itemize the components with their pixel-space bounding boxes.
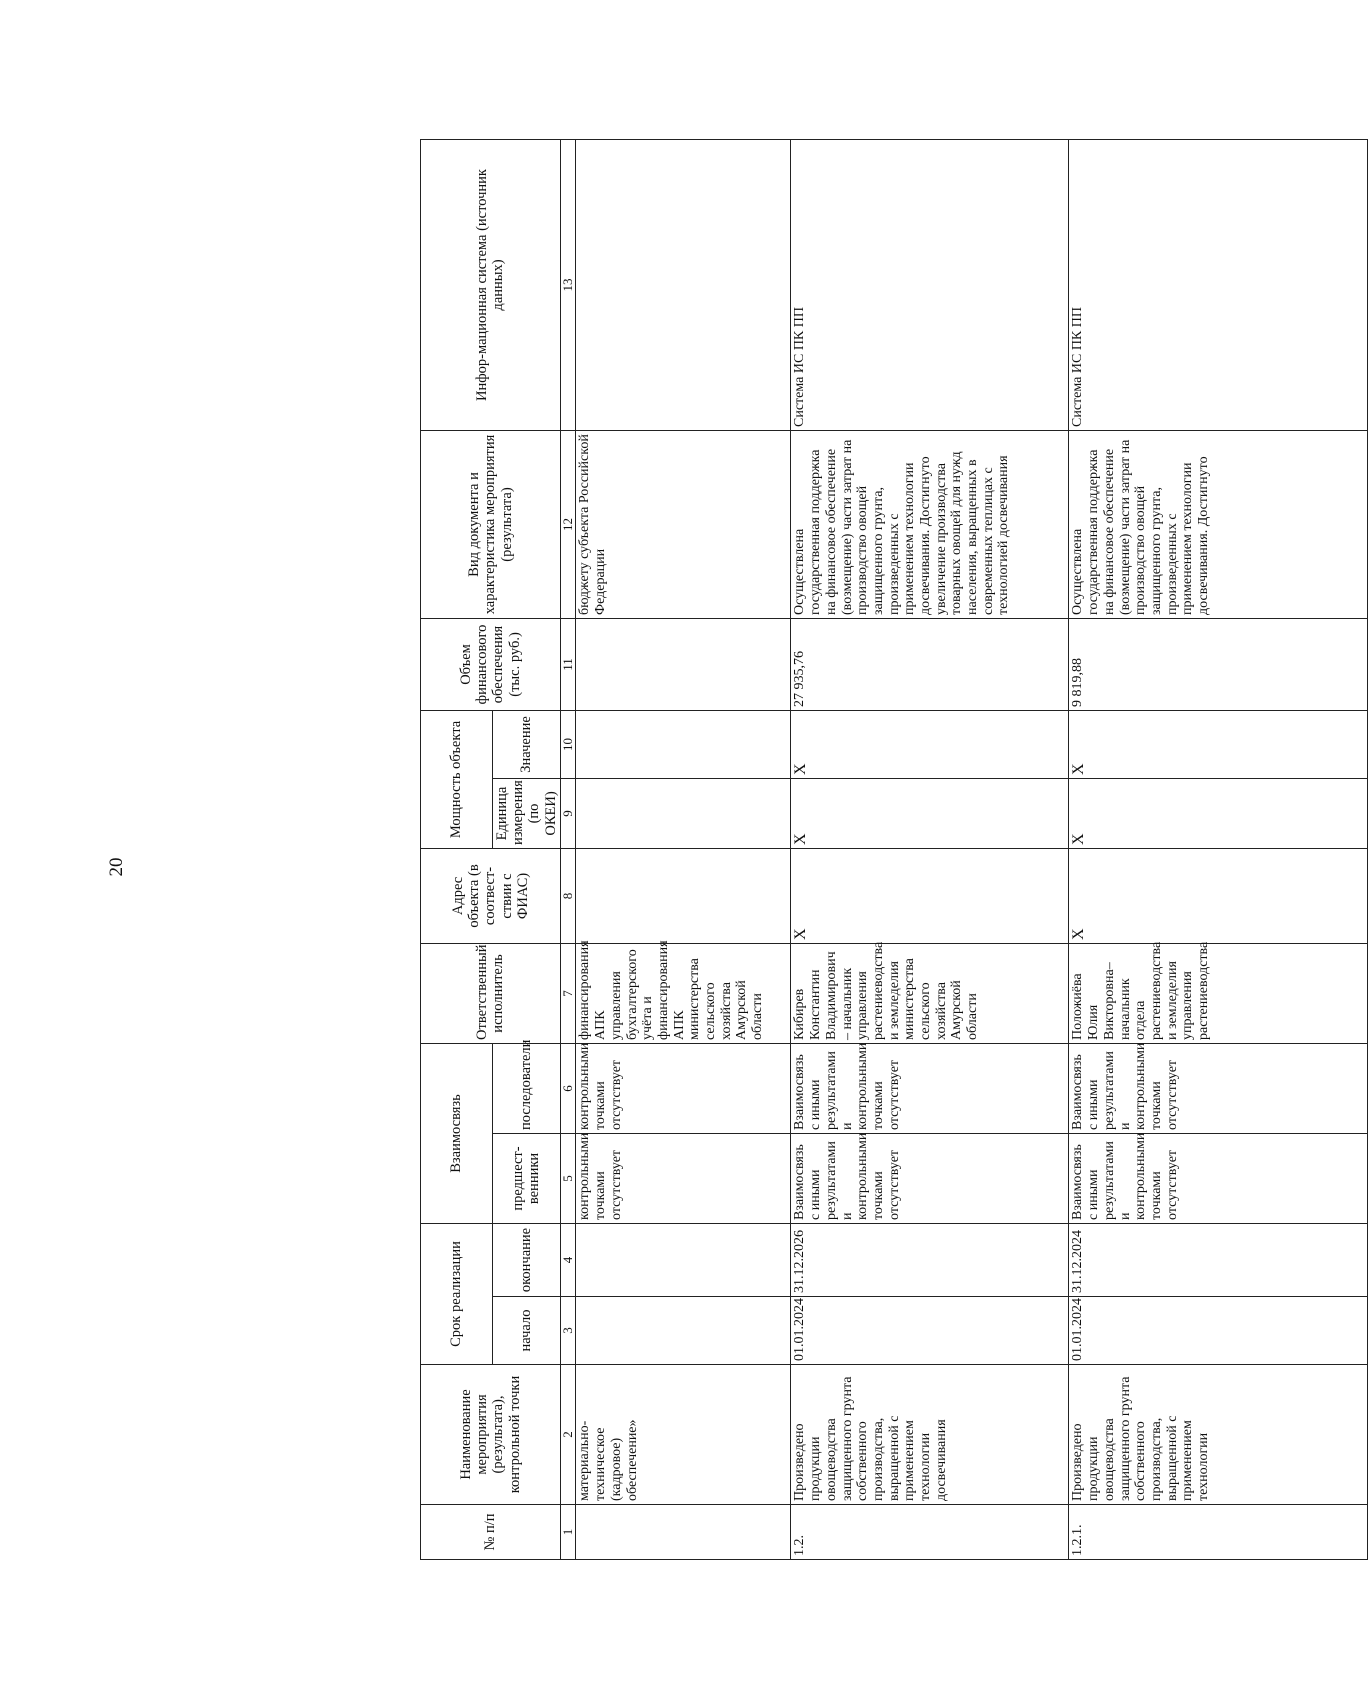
row-address bbox=[576, 848, 791, 943]
row-financing: 9 819,88 bbox=[1069, 618, 1368, 710]
column-number: 9 bbox=[560, 778, 576, 848]
header-unit: Единица измерения (по ОКЕИ) bbox=[493, 778, 561, 848]
header-value: Значение bbox=[493, 710, 561, 778]
row-value bbox=[576, 710, 791, 778]
header-period: Срок реализации bbox=[421, 1224, 493, 1365]
header-responsible: Ответственный исполнитель bbox=[421, 943, 561, 1043]
column-number: 4 bbox=[560, 1224, 576, 1297]
row-predecessors: контрольными точками отсутствует bbox=[576, 1134, 791, 1224]
column-number: 3 bbox=[560, 1297, 576, 1365]
row-start: 01.01.2024 bbox=[1069, 1297, 1368, 1365]
row-unit bbox=[576, 778, 791, 848]
column-number: 2 bbox=[560, 1365, 576, 1505]
row-unit: Х bbox=[1069, 778, 1368, 848]
row-predecessors: Взаимосвязь с иными результатами и контрольными точками отсутствует bbox=[1069, 1134, 1368, 1224]
row-responsible: Кибирев Константин Владимирович – начальник управления растениеводства и земледелия министерства сельского хозяйства Амурской области bbox=[791, 943, 1069, 1043]
column-number: 12 bbox=[560, 430, 576, 618]
header-link: Взаимосвязь bbox=[421, 1043, 493, 1223]
header-info-system: Инфор-мационная система (источник данных) bbox=[421, 139, 561, 430]
row-successors: Взаимосвязь с иными результатами и контрольными точками отсутствует bbox=[1069, 1043, 1368, 1133]
table-row bbox=[1069, 139, 1368, 1559]
row-start bbox=[576, 1297, 791, 1365]
table-row bbox=[791, 139, 1069, 1559]
row-num: 1.2.1. bbox=[1069, 1505, 1368, 1560]
page-number: 20 bbox=[106, 857, 127, 877]
row-info-system: Система ИС ПК ПП bbox=[791, 139, 1069, 430]
column-number: 10 bbox=[560, 710, 576, 778]
column-number: 11 bbox=[560, 618, 576, 710]
column-number: 1 bbox=[560, 1505, 576, 1560]
header-row-1 bbox=[421, 139, 493, 1559]
control-points-table bbox=[420, 139, 1368, 1560]
header-num: № п/п bbox=[421, 1505, 561, 1560]
row-address: Х bbox=[1069, 848, 1368, 943]
row-responsible: финансирования АПК управления бухгалтерского учёта и финансирования АПК министерства сельского хозяйства Амурской области bbox=[576, 943, 791, 1043]
row-start: 01.01.2024 bbox=[791, 1297, 1069, 1365]
header-financing: Объем финансового обеспечения (тыс. руб.) bbox=[421, 618, 561, 710]
row-end: 31.12.2024 bbox=[1069, 1224, 1368, 1297]
row-financing: 27 935,76 bbox=[791, 618, 1069, 710]
header-end: окончание bbox=[493, 1224, 561, 1297]
row-value: Х bbox=[791, 710, 1069, 778]
table-row bbox=[576, 139, 791, 1559]
row-predecessors: Взаимосвязь с иными результатами и контрольными точками отсутствует bbox=[791, 1134, 1069, 1224]
header-predecessors: предшест-венники bbox=[493, 1134, 561, 1224]
rotated-table-sheet bbox=[420, 140, 1360, 1560]
row-document: Осуществлена государственная поддержка на финансовое обеспечение (возмещение) части затрат на производство овощей защищенного грунта, произведенных с применением технологии досвечивания. Достигнуто увеличение производства товарных овощей для нужд населения, выращенных в современных теплицах с технологией досвечивания bbox=[791, 430, 1069, 618]
row-name: материально-техническое (кадровое) обеспечение» bbox=[576, 1365, 791, 1505]
row-info-system bbox=[576, 139, 791, 430]
row-name: Произведено продукции овощеводства защищенного грунта собственного производства, выращенной с применением технологии досвечивания bbox=[791, 1365, 1069, 1505]
header-successors: последователи bbox=[493, 1043, 561, 1133]
column-number-row bbox=[560, 139, 576, 1559]
row-end bbox=[576, 1224, 791, 1297]
row-address: Х bbox=[791, 848, 1069, 943]
column-number: 7 bbox=[560, 943, 576, 1043]
row-num: 1.2. bbox=[791, 1505, 1069, 1560]
column-number: 8 bbox=[560, 848, 576, 943]
row-unit: Х bbox=[791, 778, 1069, 848]
column-number: 5 bbox=[560, 1134, 576, 1224]
column-number: 13 bbox=[560, 139, 576, 430]
row-info-system: Система ИС ПК ПП bbox=[1069, 139, 1368, 430]
row-num bbox=[576, 1505, 791, 1560]
row-successors: Взаимосвязь с иными результатами и контрольными точками отсутствует bbox=[791, 1043, 1069, 1133]
row-financing bbox=[576, 618, 791, 710]
header-address: Адрес объекта (в соотвест-ствии с ФИАС) bbox=[421, 848, 561, 943]
header-start: начало bbox=[493, 1297, 561, 1365]
row-document: Осуществлена государственная поддержка на финансовое обеспечение (возмещение) части затрат на производство овощей защищенного грунта, произведенных с применением технологии досвечивания. Достигнуто bbox=[1069, 430, 1368, 618]
row-successors: контрольными точками отсутствует bbox=[576, 1043, 791, 1133]
header-document: Вид документа и характеристика мероприятия (результата) bbox=[421, 430, 561, 618]
row-value: Х bbox=[1069, 710, 1368, 778]
row-end: 31.12.2026 bbox=[791, 1224, 1069, 1297]
header-capacity: Мощность объекта bbox=[421, 710, 493, 848]
row-responsible: Положиёва Юлия Викторовна– начальник отдела растениеводства и земледелия управления растениеводства bbox=[1069, 943, 1368, 1043]
row-name: Произведено продукции овощеводства защищенного грунта собственного производства, выращенной с применением технологии bbox=[1069, 1365, 1368, 1505]
header-name: Наименование мероприятия (результата), контрольной точки bbox=[421, 1365, 561, 1505]
column-number: 6 bbox=[560, 1043, 576, 1133]
row-document: бюджету субъекта Российской Федерации bbox=[576, 430, 791, 618]
